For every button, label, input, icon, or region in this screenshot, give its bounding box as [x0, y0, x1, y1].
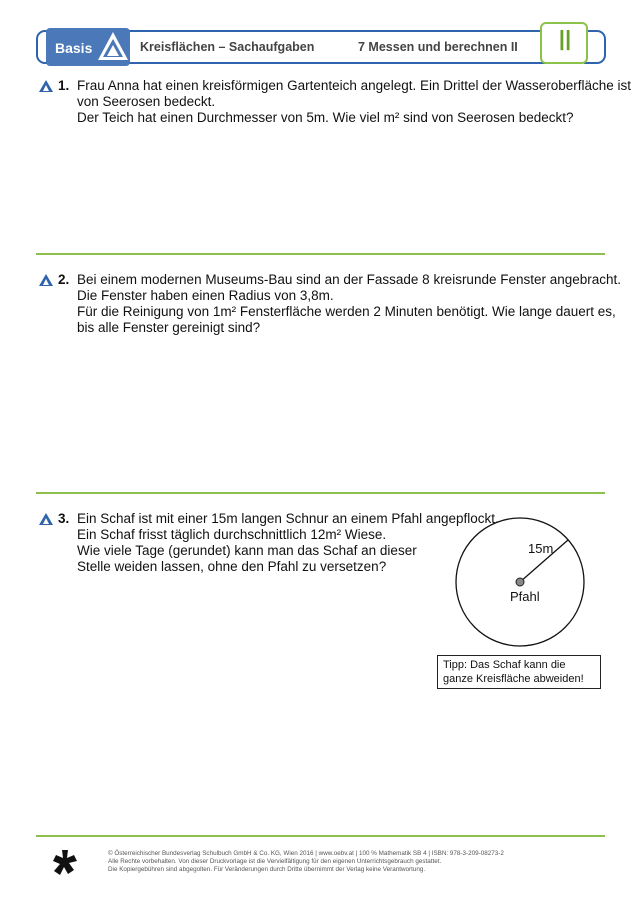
- divider: [36, 835, 605, 837]
- task-3-text: [77, 511, 499, 575]
- basis-level-icon: [38, 273, 54, 287]
- task-line: Die Fenster haben einen Radius von 3,8m.: [77, 288, 334, 303]
- footer-line: © Österreichischer Bundesverlag Schulbuch GmbH & Co. KG, Wien 2016 | www.oebv.at | 100 % Mathematik SB 4 | ISBN: 978-3-209-08273-2: [108, 850, 504, 857]
- level-label: II: [557, 24, 571, 57]
- task-line: Der Teich hat einen Durchmesser von 5m. Wie viel m² sind von Seerosen bedeckt?: [77, 110, 574, 125]
- task-number: 3.: [58, 511, 70, 526]
- task-number: 2.: [58, 272, 70, 287]
- radius-label: 15m: [528, 541, 554, 556]
- divider: [36, 492, 605, 494]
- basis-level-icon: [38, 79, 54, 93]
- task-line: Bei einem modernen Museums-Bau sind an der Fassade 8 kreisrunde Fenster angebracht.: [77, 272, 622, 287]
- task-line: Stelle weiden lassen, ohne den Pfahl zu versetzen?: [77, 559, 387, 574]
- page-title: Kreisflächen – Sachaufgaben: [140, 40, 315, 54]
- triangle-logo-icon: [96, 30, 130, 62]
- tip-box: [437, 655, 601, 689]
- stake-label: Pfahl: [510, 589, 540, 604]
- basis-logo-label: Basis: [55, 40, 93, 56]
- publisher-logo-icon: [52, 849, 78, 879]
- task-2-text: [77, 272, 621, 336]
- circle-figure: [450, 515, 600, 655]
- tip-line: Tipp: Das Schaf kann die: [443, 659, 566, 671]
- task-line: bis alle Fenster gereinigt sind?: [77, 320, 261, 335]
- tip-line: ganze Kreisfläche abweiden!: [443, 673, 584, 685]
- task-line: Ein Schaf frisst täglich durchschnittlich 12m² Wiese.: [77, 527, 387, 542]
- footer-copyright: [108, 850, 504, 874]
- basis-level-icon: [38, 512, 54, 526]
- task-line: Wie viele Tage (gerundet) kann man das Schaf an dieser: [77, 543, 417, 558]
- chapter-title: 7 Messen und berechnen II: [358, 40, 518, 54]
- stake-point: [516, 578, 524, 586]
- footer-line: Alle Rechte vorbehalten. Von dieser Druckvorlage ist die Vervielfältigung für den eigenen Unterrichtsgebrauch gestattet.: [108, 858, 442, 865]
- task-number: 1.: [58, 78, 70, 93]
- task-line: Für die Reinigung von 1m² Fensterfläche werden 2 Minuten benötigt. Wie lange dauert es,: [77, 304, 616, 319]
- task-line: von Seerosen bedeckt.: [77, 94, 216, 109]
- task-line: Ein Schaf ist mit einer 15m langen Schnur an einem Pfahl angepflockt.: [77, 511, 499, 526]
- divider: [36, 253, 605, 255]
- task-line: Frau Anna hat einen kreisförmigen Gartenteich angelegt. Ein Drittel der Wasseroberfläche ist: [77, 78, 632, 93]
- task-1-text: [77, 78, 631, 126]
- footer-line: Die Kopiergebühren sind abgegolten. Für Veränderungen durch Dritte übernimmt der Verlag keine Verantwortung.: [108, 866, 426, 873]
